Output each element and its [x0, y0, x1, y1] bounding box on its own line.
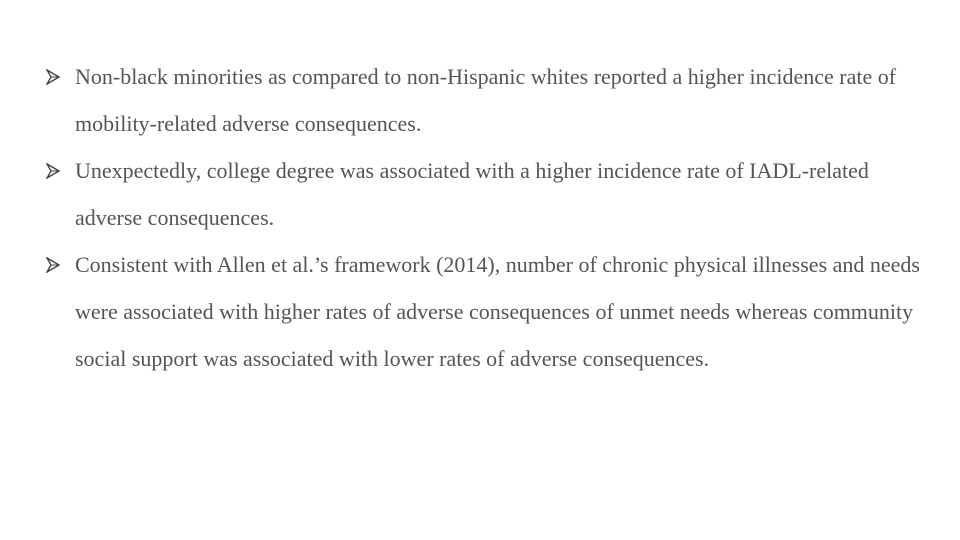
- bullet-text: Unexpectedly, college degree was associated with a higher incidence rate of IADL-related adverse consequences.: [75, 158, 869, 230]
- bullet-item: [46, 53, 936, 147]
- bullet-item: [46, 241, 936, 382]
- bullet-text: Consistent with Allen et al.’s framework (2014), number of chronic physical illnesses and needs were associated with higher rates of adverse consequences of unmet needs whereas community social support was associated with lower rates of adverse consequences.: [75, 252, 920, 371]
- bullet-item: [46, 147, 936, 241]
- arrowhead-bullet-icon: [46, 241, 68, 288]
- arrowhead-bullet-icon: [46, 53, 68, 100]
- bullet-text: Non-black minorities as compared to non-Hispanic whites reported a higher incidence rate of mobility-related adverse consequences.: [75, 64, 897, 136]
- arrowhead-bullet-icon: [46, 147, 68, 194]
- bullet-list: [46, 53, 936, 382]
